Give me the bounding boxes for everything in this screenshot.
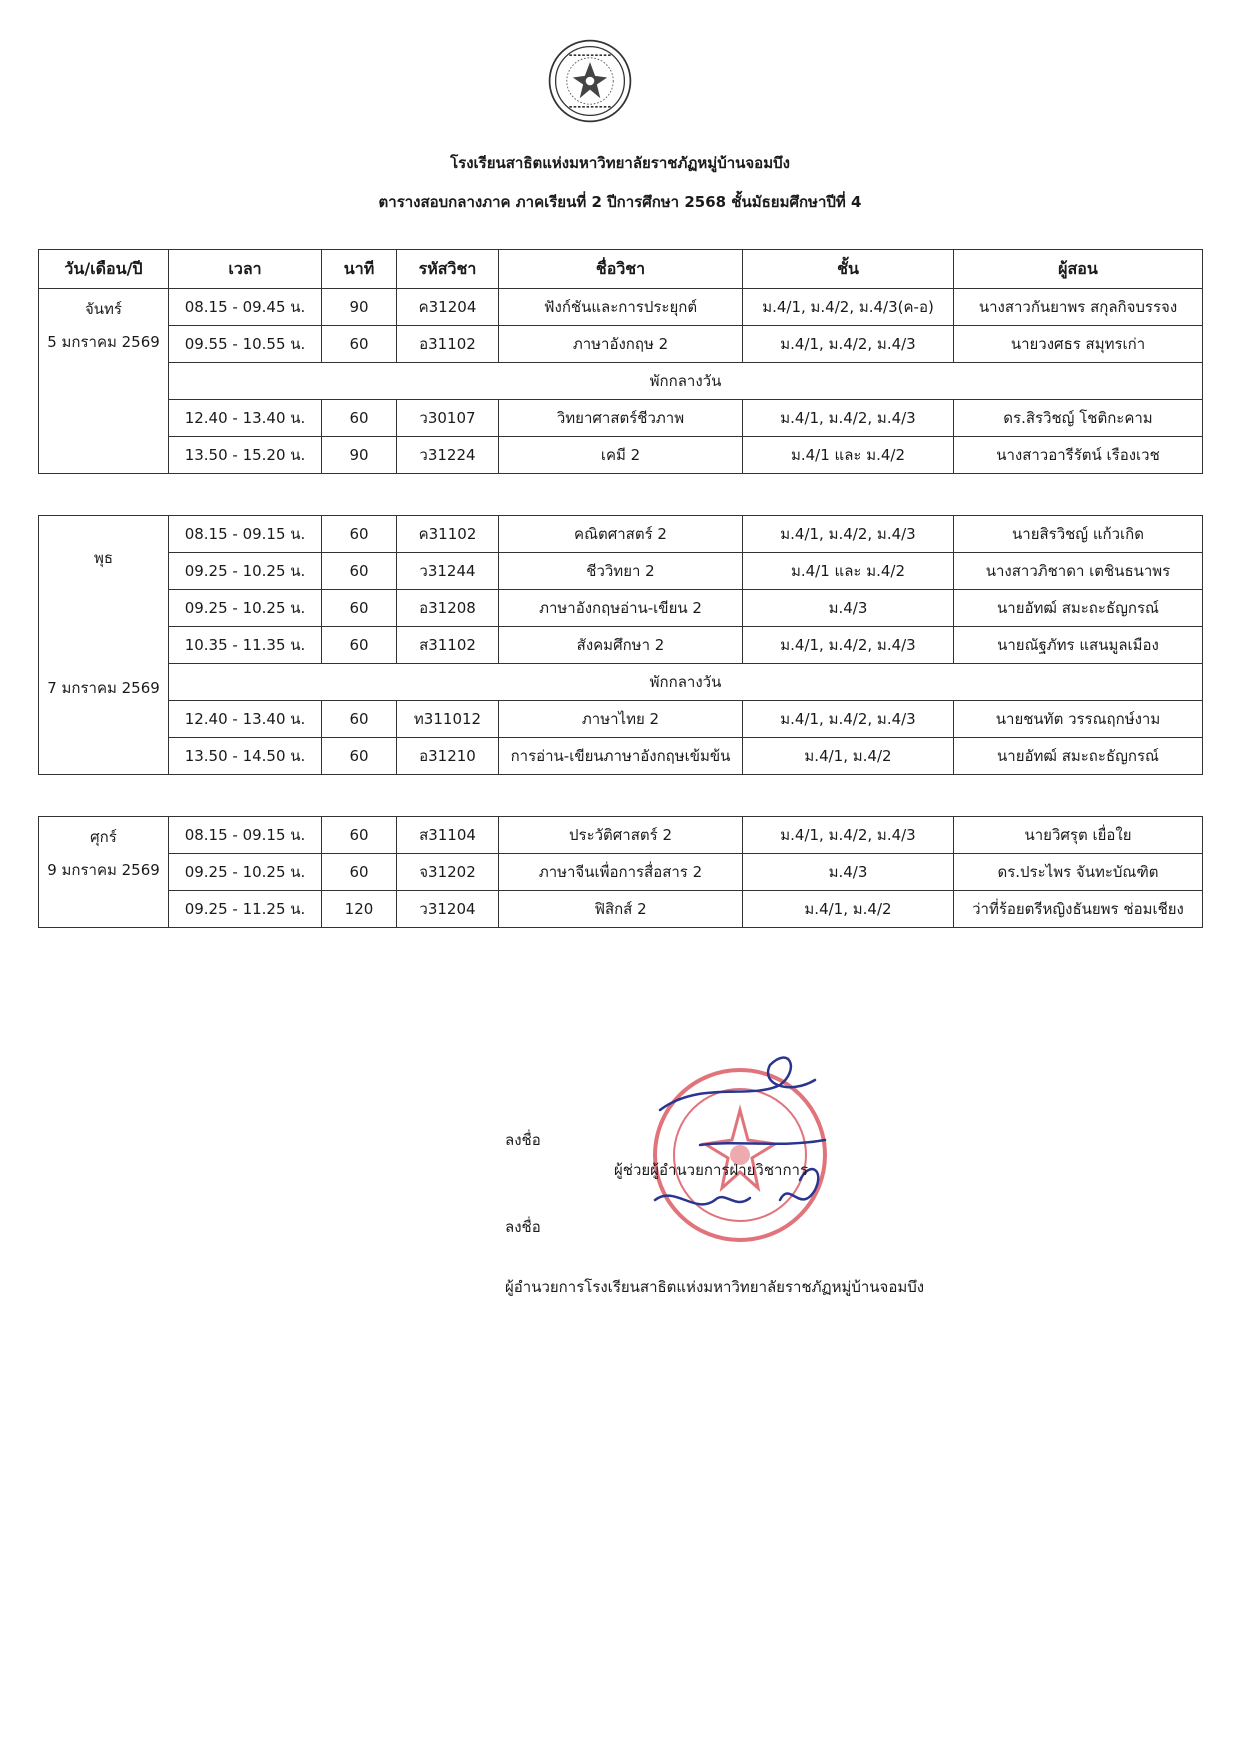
exam-table-wednesday [38,515,1203,775]
time-cell: 10.35 - 11.35 น. [169,627,322,664]
subject-cell: เคมี 2 [499,437,743,474]
col-header-time: เวลา [169,250,322,289]
day-date: 5 มกราคม 2569 [47,333,160,351]
school-title: โรงเรียนสาธิตแห่งมหาวิทยาลัยราชภัฏหมู่บ้านจอมบึง [450,154,790,172]
day-cell [39,516,169,775]
col-header-minutes: นาที [322,250,397,289]
col-header-teacher: ผู้สอน [954,250,1203,289]
time-cell: 08.15 - 09.45 น. [169,289,322,326]
minutes-cell: 60 [322,627,397,664]
time-cell: 12.40 - 13.40 น. [169,400,322,437]
col-header-class: ชั้น [743,250,954,289]
table-row [39,516,1203,553]
lunch-break-cell: พักกลางวัน [169,664,1203,701]
teacher-cell: นายณัฐภัทร แสนมูลเมือง [954,627,1203,664]
code-cell: ท311012 [397,701,499,738]
teacher-cell: นางสาวภิชาดา เตชินธนาพร [954,553,1203,590]
subject-cell: ภาษาอังกฤษอ่าน-เขียน 2 [499,590,743,627]
class-cell: ม.4/1, ม.4/2, ม.4/3 [743,817,954,854]
day-name: พุธ [93,549,114,567]
time-cell: 13.50 - 14.50 น. [169,738,322,775]
subject-cell: ภาษาไทย 2 [499,701,743,738]
code-cell: ว30107 [397,400,499,437]
subject-cell: คณิตศาสตร์ 2 [499,516,743,553]
subject-cell: ประวัติศาสตร์ 2 [499,817,743,854]
subject-cell: ฟังก์ชันและการประยุกต์ [499,289,743,326]
time-cell: 08.15 - 09.15 น. [169,817,322,854]
class-cell: ม.4/3 [743,854,954,891]
subject-cell: ภาษาจีนเพื่อการสื่อสาร 2 [499,854,743,891]
teacher-cell: นายสิรวิชญ์ แก้วเกิด [954,516,1203,553]
teacher-cell: นายอัทฒ์ สมะถะธัญกรณ์ [954,590,1203,627]
code-cell: ส31102 [397,627,499,664]
teacher-cell: นายอัทฒ์ สมะถะธัญกรณ์ [954,738,1203,775]
class-cell: ม.4/1, ม.4/2 [743,738,954,775]
teacher-cell: ว่าที่ร้อยตรีหญิงธันยพร ช่อมเชียง [954,891,1203,928]
day-name: ศุกร์ [90,828,117,846]
school-emblem-icon [547,38,633,124]
code-cell: อ31208 [397,590,499,627]
code-cell: จ31202 [397,854,499,891]
minutes-cell: 60 [322,701,397,738]
teacher-cell: นางสาวอารีรัตน์ เรืองเวช [954,437,1203,474]
time-cell: 09.25 - 11.25 น. [169,891,322,928]
official-stamp-and-signature [640,1040,870,1270]
table-row [39,701,1203,738]
teacher-cell: นายวิศรุต เยื่อใย [954,817,1203,854]
minutes-cell: 120 [322,891,397,928]
teacher-cell: นายชนทัต วรรณฤกษ์งาม [954,701,1203,738]
minutes-cell: 60 [322,817,397,854]
table-row [39,289,1203,326]
col-header-date: วัน/เดือน/ปี [39,250,169,289]
school-stamp-icon [655,1070,825,1240]
table-header-row [39,250,1203,289]
table-row [39,854,1203,891]
subject-cell: ฟิสิกส์ 2 [499,891,743,928]
code-cell: ส31104 [397,817,499,854]
exam-table-friday [38,816,1203,928]
class-cell: ม.4/1, ม.4/2, ม.4/3(ค-อ) [743,289,954,326]
table-row [39,817,1203,854]
minutes-cell: 60 [322,738,397,775]
minutes-cell: 60 [322,553,397,590]
class-cell: ม.4/1 และ ม.4/2 [743,437,954,474]
time-cell: 09.25 - 10.25 น. [169,854,322,891]
code-cell: อ31210 [397,738,499,775]
code-cell: ค31204 [397,289,499,326]
time-cell: 08.15 - 09.15 น. [169,516,322,553]
teacher-cell: นางสาวกันยาพร สกุลกิจบรรจง [954,289,1203,326]
subject-cell: ชีววิทยา 2 [499,553,743,590]
sign-label-director: ลงชื่อ [505,1218,541,1236]
class-cell: ม.4/1, ม.4/2, ม.4/3 [743,516,954,553]
minutes-cell: 60 [322,590,397,627]
time-cell: 12.40 - 13.40 น. [169,701,322,738]
day-cell [39,289,169,474]
lunch-break-row [39,363,1203,400]
teacher-cell: นายวงศธร สมุทรเก่า [954,326,1203,363]
exam-title: ตารางสอบกลางภาค ภาคเรียนที่ 2 ปีการศึกษา 2568 ชั้นมัธยมศึกษาปีที่ 4 [378,193,862,211]
minutes-cell: 90 [322,289,397,326]
day-cell [39,817,169,928]
sign-label-assistant: ลงชื่อ [505,1131,541,1149]
class-cell: ม.4/1 และ ม.4/2 [743,553,954,590]
minutes-cell: 60 [322,516,397,553]
table-row [39,437,1203,474]
day-name: จันทร์ [85,300,122,318]
minutes-cell: 60 [322,326,397,363]
minutes-cell: 60 [322,854,397,891]
time-cell: 13.50 - 15.20 น. [169,437,322,474]
teacher-cell: ดร.ประไพร จันทะบัณฑิต [954,854,1203,891]
code-cell: ว31224 [397,437,499,474]
subject-cell: การอ่าน-เขียนภาษาอังกฤษเข้มข้น [499,738,743,775]
director-title: ผู้อำนวยการโรงเรียนสาธิตแห่งมหาวิทยาลัยราชภัฏหมู่บ้านจอมบึง [505,1278,925,1296]
assistant-director-title: ผู้ช่วยผู้อำนวยการฝ่ายวิชาการ [614,1161,809,1179]
exam-table-monday [38,249,1203,474]
day-date: 9 มกราคม 2569 [47,861,160,879]
col-header-code: รหัสวิชา [397,250,499,289]
table-row [39,891,1203,928]
class-cell: ม.4/1, ม.4/2, ม.4/3 [743,701,954,738]
code-cell: ว31204 [397,891,499,928]
table-row [39,627,1203,664]
time-cell: 09.55 - 10.55 น. [169,326,322,363]
class-cell: ม.4/3 [743,590,954,627]
time-cell: 09.25 - 10.25 น. [169,590,322,627]
lunch-break-row [39,664,1203,701]
teacher-cell: ดร.สิรวิชญ์ โชติกะคาม [954,400,1203,437]
subject-cell: วิทยาศาสตร์ชีวภาพ [499,400,743,437]
table-row [39,553,1203,590]
time-cell: 09.25 - 10.25 น. [169,553,322,590]
class-cell: ม.4/1, ม.4/2, ม.4/3 [743,400,954,437]
table-row [39,590,1203,627]
col-header-subject: ชื่อวิชา [499,250,743,289]
subject-cell: ภาษาอังกฤษ 2 [499,326,743,363]
table-row [39,326,1203,363]
code-cell: ว31244 [397,553,499,590]
code-cell: ค31102 [397,516,499,553]
minutes-cell: 90 [322,437,397,474]
lunch-break-cell: พักกลางวัน [169,363,1203,400]
table-row [39,400,1203,437]
subject-cell: สังคมศึกษา 2 [499,627,743,664]
day-date: 7 มกราคม 2569 [47,679,160,697]
class-cell: ม.4/1, ม.4/2, ม.4/3 [743,326,954,363]
class-cell: ม.4/1, ม.4/2 [743,891,954,928]
table-row [39,738,1203,775]
code-cell: อ31102 [397,326,499,363]
minutes-cell: 60 [322,400,397,437]
class-cell: ม.4/1, ม.4/2, ม.4/3 [743,627,954,664]
